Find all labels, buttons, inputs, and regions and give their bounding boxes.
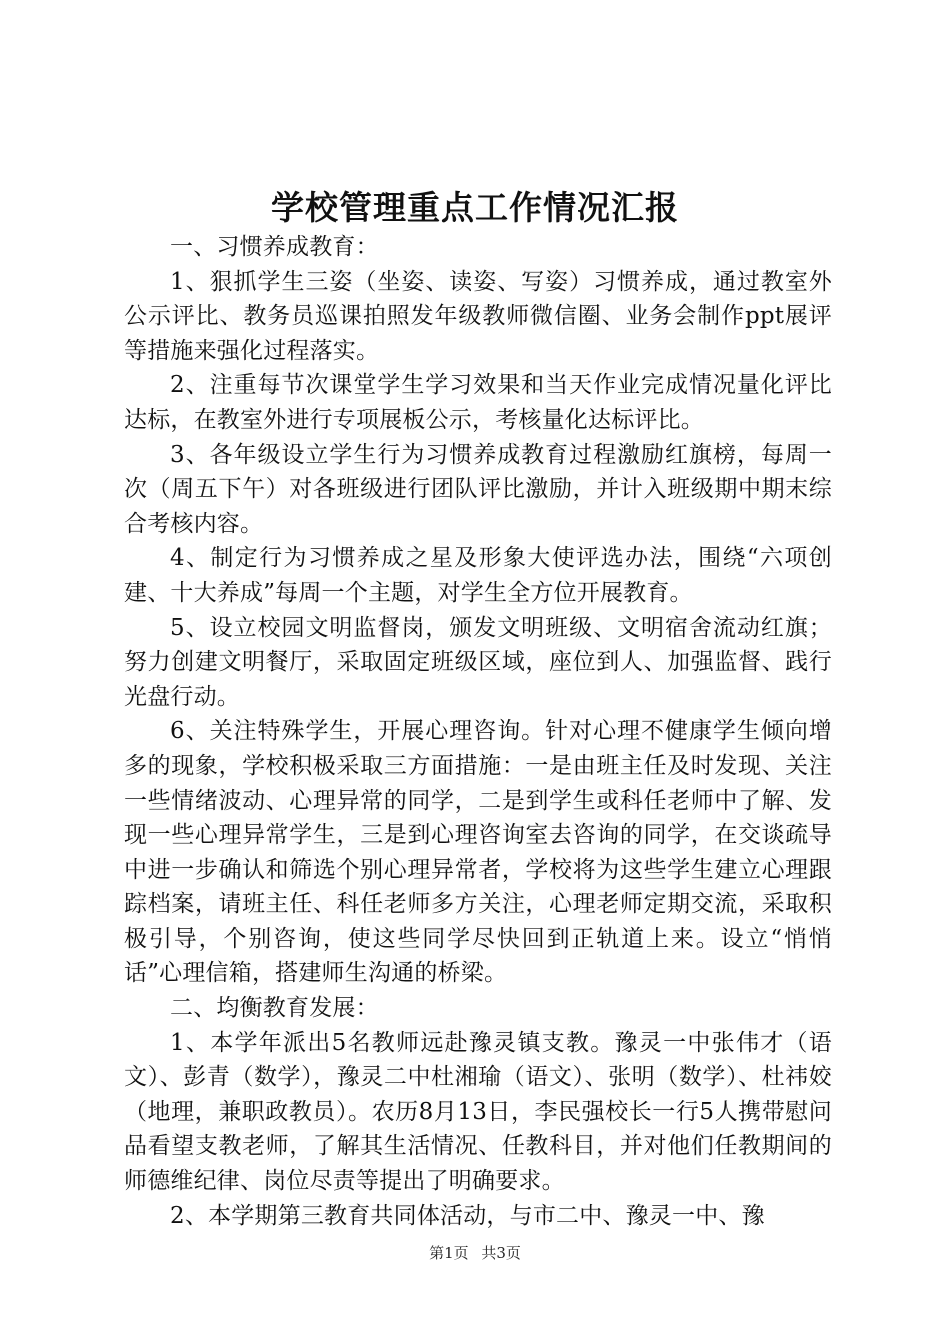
paragraph: 3、各年级设立学生行为习惯养成教育过程激励红旗榜，每周一次（周五下午）对各班级进行团队评比激励，并计入班级期中期末综合考核内容。	[124, 441, 832, 537]
section-heading-balanced-education: 二、均衡教育发展：	[170, 995, 379, 1022]
page-number: 第1页	[429, 1244, 469, 1262]
document-body	[124, 230, 832, 1233]
paragraph: 5、设立校园文明监督岗，颁发文明班级、文明宿舍流动红旗；努力创建文明餐厅，采取固定班级区域，座位到人、加强监督、践行光盘行动。	[124, 614, 832, 710]
page-footer	[0, 1243, 950, 1263]
paragraph: 6、关注特殊学生，开展心理咨询。针对心理不健康学生倾向增多的现象，学校积极采取三方面措施：一是由班主任及时发现、关注一些情绪波动、心理异常的同学，二是到学生或科任老师中了解、发现一些心理异常学生，三是到心理咨询室去咨询的同学，在交谈疏导中进一步确认和筛选个别心理异常者，学校将为这些学生建立心理跟踪档案，请班主任、科任老师多方关注，心理老师定期交流，采取积极引导，个别咨询，使这些同学尽快回到正轨道上来。设立“悄悄话”心理信箱，搭建师生沟通的桥梁。	[124, 718, 832, 987]
section-heading-habits: 一、习惯养成教育：	[170, 234, 379, 260]
paragraph: 2、本学期第三教育共同体活动，与市二中、豫灵一中、豫	[170, 1202, 765, 1229]
document-title: 学校管理重点工作情况汇报	[271, 188, 679, 227]
paragraph: 1、狠抓学生三姿（坐姿、读姿、写姿）习惯养成，通过教室外公示评比、教务员巡课拍照发年级教师微信圈、业务会制作ppt展评等措施来强化过程落实。	[124, 268, 832, 364]
paragraph: 2、注重每节次课堂学生学习效果和当天作业完成情况量化评比达标，在教室外进行专项展板公示，考核量化达标评比。	[124, 372, 832, 433]
page-total: 共3页	[481, 1244, 521, 1262]
paragraph: 4、制定行为习惯养成之星及形象大使评选办法，围绕“六项创建、十大养成”每周一个主题，对学生全方位开展教育。	[124, 545, 832, 606]
paragraph: 1、本学年派出5名教师远赴豫灵镇支教。豫灵一中张伟才（语文）、彭青（数学），豫灵二中杜湘瑜（语文）、张明（数学）、杜祎姣（地理，兼职政教员）。农历8月13日，李民强校长一行5人携带慰问品看望支教老师，了解其生活情况、任教科目，并对他们任教期间的师德维纪律、岗位尽责等提出了明确要求。	[124, 1029, 832, 1195]
